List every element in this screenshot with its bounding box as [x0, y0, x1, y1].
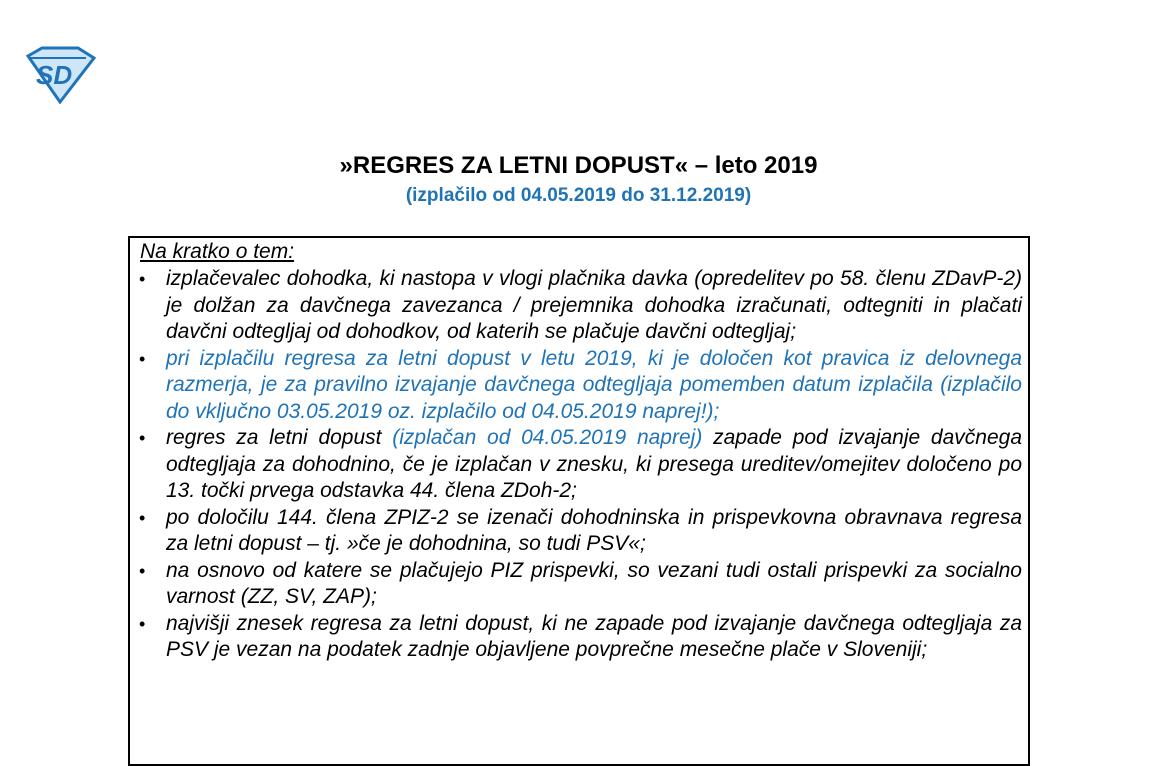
- svg-text:SD: SD: [36, 60, 73, 90]
- list-item: [130, 425, 1030, 505]
- list-item: [130, 505, 1030, 558]
- list-item: [130, 611, 1030, 664]
- list-item: [130, 346, 1030, 426]
- document-title: »REGRES ZA LETNI DOPUST« – leto 2019: [339, 152, 818, 179]
- list-item-highlight: (izplačan od 04.05.2019 naprej): [392, 426, 703, 449]
- list-item-text: regres za letni dopust: [166, 426, 393, 449]
- summary-list: [130, 266, 1030, 664]
- list-item-text: zapade pod izvajanje davčnega odtegljaja za dohodnino, če je izplačan v znesku, ki presega ureditev/omejitev določeno po 13. točki prvega odstavka 44. člena ZDoh-2;: [166, 426, 1023, 502]
- summary-box: [128, 236, 1030, 766]
- list-item-text: po določilu 144. člena ZPIZ-2 se izenači dohodninska in prispevkovna obravnava regresa za letni dopust – tj. »če je dohodnina, so tudi PSV«;: [166, 505, 1022, 555]
- list-item-text: na osnovo od katere se plačujejo PIZ prispevki, so vezani tudi ostali prispevki za socialno varnost (ZZ, SV, ZAP);: [166, 558, 1022, 608]
- list-item: [130, 266, 1030, 346]
- bullet-dot-icon: •: [139, 613, 146, 634]
- bullet-dot-icon: •: [139, 269, 146, 289]
- bullet-dot-icon: •: [139, 348, 146, 369]
- list-item-text: izplačevalec dohodka, ki nastopa v vlogi plačnika davka (opredelitev po 58. členu ZDavP-2) je dolžan za davčnega zavezanca / prejemnika dohodka izračunati, odtegniti in plačati davčni odtegljaj od dohodkov, od katerih se plačuje davčni odtegljaj;: [166, 267, 1022, 343]
- payment-period-subtitle: (izplačilo od 04.05.2019 do 31.12.2019): [405, 185, 752, 206]
- sd-diamond-logo-icon: [20, 46, 96, 104]
- bullet-dot-icon: •: [139, 428, 146, 448]
- bullet-dot-icon: •: [139, 507, 146, 528]
- list-item: [130, 558, 1030, 611]
- list-item-text: pri izplačilu regresa za letni dopust v letu 2019, ki je določen kot pravica iz delovnega razmerja, je za pravilno izvajanje davčnega odtegljaja pomemben datum izplačila (izplačilo do vključno 03.05.2019 oz. izplačilo od 04.05.2019 naprej!);: [166, 346, 1022, 423]
- summary-heading: Na kratko o tem:: [140, 240, 295, 263]
- list-item-text: najvišji znesek regresa za letni dopust, ki ne zapade pod izvajanje davčnega odtegljaja za PSV je vezan na podatek zadnje objavljene povprečne mesečne plače v Sloveniji;: [166, 611, 1022, 661]
- bullet-dot-icon: •: [139, 560, 146, 581]
